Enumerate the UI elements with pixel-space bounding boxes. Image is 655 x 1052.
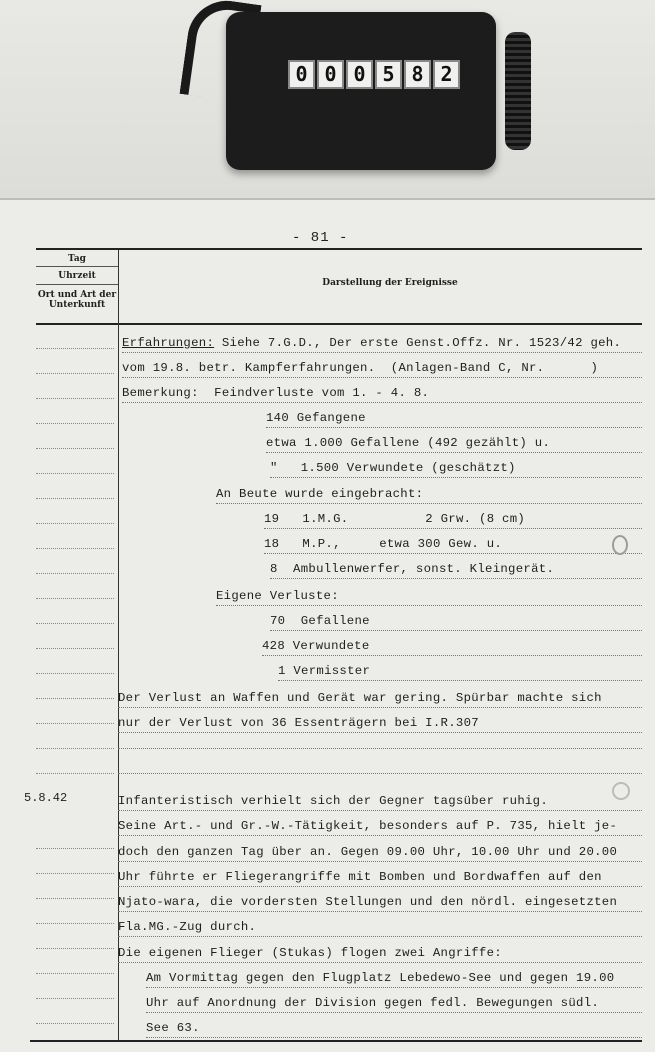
blank-rule xyxy=(118,773,642,774)
text-line: See 63. xyxy=(146,1020,642,1038)
left-rule xyxy=(36,623,114,624)
table-top-rule xyxy=(36,248,642,250)
counter-digits xyxy=(288,60,460,89)
entry-date: 5.8.42 xyxy=(24,791,68,805)
left-rule xyxy=(36,773,114,774)
blank-rule xyxy=(118,748,642,749)
text-line: Am Vormittag gegen den Flugplatz Lebedewo-See und gegen 19.00 xyxy=(146,970,642,988)
left-rule xyxy=(36,573,114,574)
header-darstellung: Darstellung der Ereignisse xyxy=(322,278,458,288)
page-number: - 81 - xyxy=(292,230,349,246)
left-rule xyxy=(36,348,114,349)
left-rule xyxy=(36,648,114,649)
frame-counter xyxy=(226,12,496,170)
text-line: 1 Vermisster xyxy=(278,663,642,681)
paper-mark xyxy=(612,535,628,555)
text-line: Die eigenen Flieger (Stukas) flogen zwei Angriffe: xyxy=(118,945,642,963)
table-bottom-rule xyxy=(30,1040,642,1042)
left-rule xyxy=(36,873,114,874)
text-line: Fla.MG.-Zug durch. xyxy=(118,919,642,937)
text-line xyxy=(122,335,642,353)
left-rule xyxy=(36,948,114,949)
text-line: Infanteristisch verhielt sich der Gegner tagsüber ruhig. xyxy=(118,793,642,811)
left-rule xyxy=(36,698,114,699)
header-rule xyxy=(36,284,118,285)
text-line: Bemerkung: Feindverluste vom 1. - 4. 8. xyxy=(122,385,642,403)
left-rule xyxy=(36,423,114,424)
counter-digit: 0 xyxy=(288,60,315,89)
text-line: doch den ganzen Tag über an. Gegen 09.00 Uhr, 10.00 Uhr und 20.00 xyxy=(118,844,642,862)
left-rule xyxy=(36,898,114,899)
text-line: " 1.500 Verwundete (geschätzt) xyxy=(270,460,642,478)
text-line: An Beute wurde eingebracht: xyxy=(216,486,642,504)
text-line: Njato-wara, die vordersten Stellungen und den nördl. eingesetzten xyxy=(118,894,642,912)
left-rule xyxy=(36,498,114,499)
header-bottom-rule xyxy=(36,323,642,325)
left-rule xyxy=(36,473,114,474)
left-rule xyxy=(36,598,114,599)
left-rule xyxy=(36,523,114,524)
text-line: Der Verlust an Waffen und Gerät war gering. Spürbar machte sich xyxy=(118,690,642,708)
text-line: Uhr auf Anordnung der Division gegen fedl. Bewegungen südl. xyxy=(146,995,642,1013)
text-line: 18 M.P., etwa 300 Gew. u. xyxy=(264,536,642,554)
header-tag: Tag xyxy=(68,254,86,264)
text-run: Siehe 7.G.D., Der erste Genst.Offz. Nr. 1523/42 geh. xyxy=(214,336,622,350)
text-line: Uhr führte er Fliegerangriffe mit Bomben und Bordwaffen auf den xyxy=(118,869,642,887)
left-rule xyxy=(36,398,114,399)
left-rule xyxy=(36,848,114,849)
photo-background xyxy=(0,0,655,200)
header-uhrzeit: Uhrzeit xyxy=(58,271,96,281)
left-rule xyxy=(36,1023,114,1024)
paper-mark xyxy=(612,782,630,800)
text-line: nur der Verlust von 36 Essenträgern bei I.R.307 xyxy=(118,715,642,733)
text-line: 8 Ambullenwerfer, sonst. Kleingerät. xyxy=(270,561,642,579)
counter-digit: 8 xyxy=(404,60,431,89)
left-rule xyxy=(36,723,114,724)
text-line: Eigene Verluste: xyxy=(216,588,642,606)
left-rule xyxy=(36,373,114,374)
left-rule xyxy=(36,998,114,999)
left-rule xyxy=(36,923,114,924)
text-line: vom 19.8. betr. Kampferfahrungen. (Anlagen-Band C, Nr. ) xyxy=(122,360,642,378)
left-rule xyxy=(36,748,114,749)
counter-digit: 0 xyxy=(317,60,344,89)
text-line: 19 1.M.G. 2 Grw. (8 cm) xyxy=(264,511,642,529)
text-line: etwa 1.000 Gefallene (492 gezählt) u. xyxy=(266,435,642,453)
text-line: Seine Art.- und Gr.-W.-Tätigkeit, besonders auf P. 735, hielt je- xyxy=(118,818,642,836)
header-rule xyxy=(36,266,118,267)
counter-digit: 2 xyxy=(433,60,460,89)
text-line: 428 Verwundete xyxy=(262,638,642,656)
text-line: 70 Gefallene xyxy=(270,613,642,631)
counter-digit: 0 xyxy=(346,60,373,89)
text-line: 140 Gefangene xyxy=(266,410,642,428)
heading-word: Erfahrungen: xyxy=(122,336,215,350)
counter-knob xyxy=(505,32,531,150)
left-rule xyxy=(36,673,114,674)
left-rule xyxy=(36,548,114,549)
header-ort: Ort und Art der Unterkunft xyxy=(37,290,117,310)
left-rule xyxy=(36,448,114,449)
left-rule xyxy=(36,973,114,974)
counter-digit: 5 xyxy=(375,60,402,89)
